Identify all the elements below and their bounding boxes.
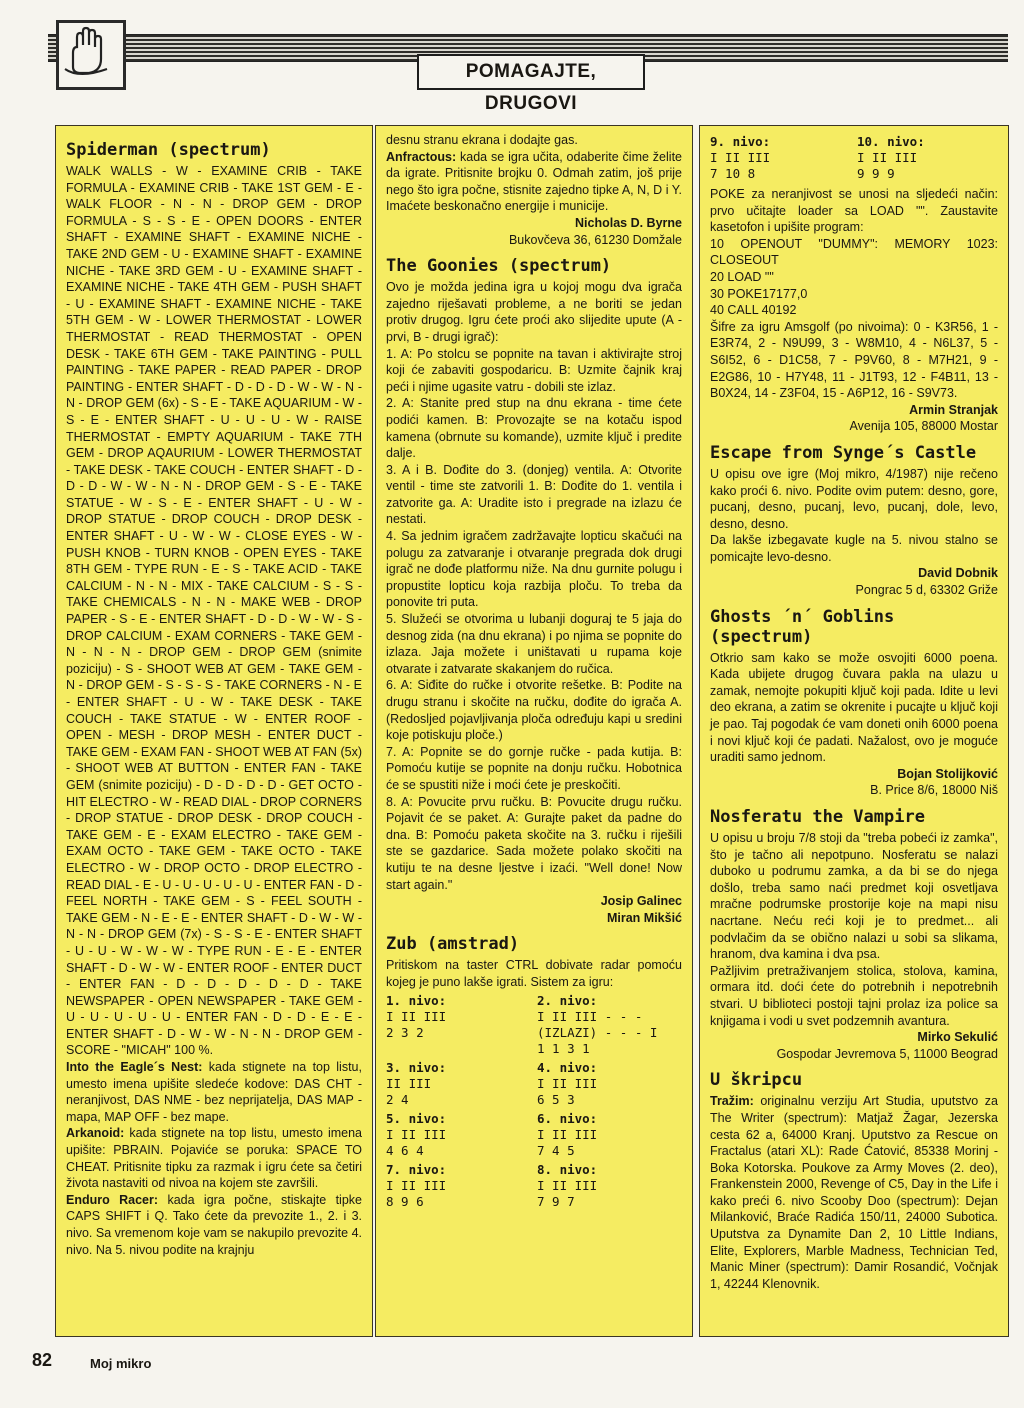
author-signature: Miran Mikšić bbox=[606, 910, 682, 925]
zub-intro: Pritiskom na taster CTRL dobivate radar pomoću kojeg je puno lakše igrati. Sistem za igru: bbox=[386, 958, 682, 989]
eagle-tip-text: kada stignete na top listu, umesto imena upišite sledeće kodove: DAS CHT - neranjivost, DAS NME - bez neprijatelja, DAS MAP - mapa, MAP OFF - bez mape. bbox=[66, 1060, 362, 1124]
article-title-synge: Escape from Synge´s Castle bbox=[710, 442, 977, 463]
ghosts-text: Otkrio sam kako se može osvojiti 6000 poena. Kada ubijete drugog čuvara pakla na ulazu u zamak, nemojte pokupiti ključ koji pada. Idite u levi deo ekrana, a zatim se okrenite i pucajte u ključ koji je pao. Taj pogodak će vam doneti onih 6000 poena i novi ključ koji će padati. Nažalost, ovo je moguće uraditi samo jednom. bbox=[710, 650, 998, 765]
nosferatu-text: U opisu u broju 7/8 stoji da "treba pobeći iz zamka", što je tačno ali nepotpuno. Nosferatu se nalazi duboko u podrumu zamka, a da bi se do njega došlo, treba samo naći predmet koji osvetljava mračne podrumske prostorije koje na mapi nisu nacrtane. Neću reći koji je to predmet... ali podvlačim da se obično nalazi u sobi sa slikama, hranom, dva kamina i dva psa. bbox=[710, 831, 998, 962]
author-address: Bukovčeva 36, 61230 Domžale bbox=[508, 232, 682, 247]
eagle-tip bbox=[66, 1059, 362, 1125]
author-signature: Armin Stranjak bbox=[909, 402, 998, 417]
author-signature: Bojan Stolijković bbox=[897, 766, 998, 781]
author-address: Pongrac 5 d, 63302 Griže bbox=[855, 583, 998, 598]
magazine-name: Moj mikro bbox=[90, 1356, 152, 1371]
nosferatu-text-2: Pažljivim pretraživanjem stolica, stolova, kamina, ormara itd. doći ćete do potrebnih i nepotrebnih stvari. U biblioteci postoji tajni prolaz iza police sa knjigama i vodi u svet podzemnih avantura. bbox=[710, 963, 998, 1028]
basic-program-listing: 10 OPENOUT "DUMMY": MEMORY 1023: CLOSEOUT 20 LOAD "" 30 POKE17177,0 40 CALL 40192 bbox=[710, 236, 998, 318]
level-block: 7. nivo: I II III 8 9 6 bbox=[386, 1161, 447, 1209]
zub-level-grid bbox=[386, 993, 682, 1210]
eagle-tip-title: Into the Eagle´s Nest: bbox=[66, 1060, 203, 1075]
amsgolf-codes: Šifre za igru Amsgolf (po nivoima): 0 - K3R56, 1 - E3R74, 2 - N9U99, 3 - W8M10, 4 - N6L37, 5 - S6I52, 6 - D1C58, 7 - P9V60, 8 - M7H21, 9 - E2G86, 10 - H7Y48, 11 - J1T93, 12 - F4B11, 13 - B0X24, 14 - Z3F04, 15 - A6P12, 16 - S9V73. bbox=[710, 319, 998, 401]
author-address: Gospodar Jevremova 5, 11000 Beograd bbox=[776, 1046, 998, 1061]
level-block: 1. nivo: I II III 2 3 2 bbox=[386, 992, 447, 1040]
synge-text-2: Da lakše izbegavate kugle na 5. nivou stalno se pomicajte levo-desno. bbox=[710, 533, 998, 564]
skripcu-body: originalnu verziju Art Studia, uputstvo za The Writer (spectrum): Matjaž Žagar, Jezerska cesta 62 a, 64000 Kranj. Uputstvo za Rescue on Fractalus (atari XL): Rade Ćatović, 85338 Morinj - Boka Kotorska. Poukove za Army Moves (2. deo), Frankenstein 2000, Revenge of C5, Day in the Life i kako preći 6. nivo Scooby Doo (spectrum): Dejan Milanković, Braće Radića 150/11, 24000 Subotica. Uputstva za Dynamite Dan 2, 10 Little Indians, Elite, Explorers, Marble Madness, Technician Ted, Manic Miner (spectrum): Damir Rosandić, Vočnjak 1, 42244 Klenovnik. bbox=[710, 1094, 998, 1291]
spiderman-walkthrough: WALK WALLS - W - EXAMINE CRIB - TAKE FORMULA - EXAMINE CRIB - TAKE 1ST GEM - E - WALK FLOOR - N - N - DROP GEM - DROP FORMULA - S - S - E - OPEN DOORS - ENTER SHAFT - EXAMINE SHAFT - EXAMINE NICHE - TAKE 2ND GEM - U - EXAMINE SHAFT - EXAMINE NICHE - TAKE 3RD GEM - U - EXAMINE SHAFT - EXAMINE NICHE - TAKE 4TH GEM - PUSH SHAFT - U - EXAMINE SHAFT - EXAMINE NICHE - TAKE 5TH GEM - W - LOWER THERMOSTAT - LOWER THERMOSTAT - READ THERMOSTAT - OPEN DESK - TAKE 6TH GEM - TAKE PAINTING - PULL PAINTING - TAKE PAPER - READ PAPER - DROP PAINTING - ENTER SHAFT - D - D - D - W - W - N - N - DROP GEM (6x) - S - E - TAKE AQUARIUM - W - S - E - ENTER SHAFT - U - U - U - W - RAISE THERMOSTAT - EMPTY AQUARIUM - TAKE 7TH GEM - DROP AQAURIUM - LOWER THERMOSTAT - TAKE DESK - TAKE COUCH - ENTER SHAFT - D - D - D - W - W - N - N - DROP GEM - S - E - TAKE STATUE - W - S - E - ENTER SHAFT - U - W - DROP STATUE - DROP COUCH - DROP DESK - ENTER SHAFT - U - W - W - CLOSE EYES - W - PUSH KNOB - TURN KNOB - OPEN EYES - TAKE 8TH GEM - TYPE RUN - E - S - TAKE ACID - TAKE CALCIUM - N - N - MIX - TAKE CALCIUM - S - S - TAKE CHEMICALS - N - N - MAKE WEB - DROP PAPER - S - E - ENTER SHAFT - D - D - W - W - S - DROP CALCIUM - EXAM CORNERS - TAKE GEM - N - N - N - DROP GEM - DROP GEM (snimite poziciju) - S - SHOOT WEB AT GEM - TAKE GEM - N - DROP GEM - S - S - S - TAKE CORNERS - N - E - ENTER SHAFT - U - W - TAKE DESK - TAKE COUCH - TAKE STATUE - W - ENTER ROOF - OPEN - MESH - DROP MESH - ENTER DUCT - TAKE GEM - EXAM FAN - SHOOT WEB AT FAN (5x) - SHOOT WEB AT BUTTON - ENTER FAN - TAKE GEM (snimite poziciju) - D - D - D - D - GET OCTO - HIT ELECTRO - W - READ DIAL - DROP CORNERS - DROP STATUE - DROP DESK - DROP COUCH - TAKE GEM - E - EXAM ELECTRO - TAKE GEM - EXAM OCTO - TAKE GEM - TAKE OCTO - TAKE ELECTRO - W - DROP OCTO - DROP ELECTRO - READ DIAL - E - U - U - U - U - U - ENTER FAN - D - FEEL NORTH - TAKE GEM - S - FEEL SOUTH - TAKE GEM - N - E - E - ENTER SHAFT - D - W - W - N - N - DROP GEM (7x) - S - S - E - ENTER SHAFT - U - U - W - W - W - TYPE RUN - E - E - ENTER SHAFT - D - W - W - ENTER ROOF - ENTER DUCT - ENTER FAN - D - D - D - D - D - TAKE NEWSPAPER - OPEN NEWSPAPER - TAKE GEM - U - U - U - U - U - ENTER FAN - D - D - E - E - ENTER SHAFT - D - W - W - N - N - DROP GEM - SCORE - "MICAH" 100 %. bbox=[66, 164, 362, 1058]
article-title-goonies: The Goonies (spectrum) bbox=[386, 256, 612, 277]
goonies-step: 5. Služeći se otvorima u lubanji doguraj te 5 jaja do desnog zida (na dnu ekrana) i po njima se popnite do izlaza. Jaja možete i uništavati u rupama koje otvarate i zatvarate skakanjem do ručica. bbox=[386, 612, 682, 676]
enduro-tip-text: kada igra počne, stiskajte tipke CAPS SHIFT i Q. Tako ćete da prevozite 1., 2. i 3. nivo. Sa vremenom koje vam se nakupilo prevozite 4. nivo. Na 5. nivou podite na krajnju bbox=[66, 1192, 362, 1257]
goonies-step: 3. A i B. Dođite do 3. (donjeg) ventila. A: Otvorite ventil - time ste zatvorili 1. B: Dođite do 1. ventila i zatvorite ga. A: Uradite isto i pregrade na izlazu će nestati. bbox=[386, 462, 682, 527]
anfractous-tip-title: Anfractous: bbox=[386, 149, 457, 164]
goonies-step: 7. A: Popnite se do gornje ručke - pada kutija. B: Pomoću kutije se popnite na donju ručku. Hobotnica će se spustiti niže i moći ćete je preskočiti. bbox=[386, 744, 682, 792]
level-block: 6. nivo: I II III 7 4 5 bbox=[537, 1110, 598, 1158]
enduro-tip-continued: desnu stranu ekrana i dodajte gas. bbox=[386, 133, 578, 147]
author-address: Avenija 105, 88000 Mostar bbox=[849, 419, 998, 434]
author-signature: David Dobnik bbox=[918, 566, 998, 581]
section-title: POMAGAJTE, DRUGOVI bbox=[417, 54, 645, 90]
synge-text: U opisu ove igre (Moj mikro, 4/1987) nije rečeno kako proći 6. nivo. Podite ovim putem: desno, gore, pucanj, desno, pucanj, levo, pucanj, dole, levo, desno, desno. bbox=[710, 466, 998, 531]
zub-poke-text: POKE za neranjivost se unosi na sljedeći način: prvo učitajte loader sa LOAD "". Zaustavite kasetofon i upišite program: bbox=[710, 187, 998, 235]
zub-level-grid-continued bbox=[710, 134, 998, 182]
goonies-step: 2. A: Stanite pred stup na dnu ekrana - time ćete podići kamen. B: Provozajte se na kotaču ispod kamena (obrnute su komande), uzmite ključ i predite dalje. bbox=[386, 396, 682, 461]
anfractous-tip bbox=[386, 149, 682, 215]
author-signature: Nicholas D. Byrne bbox=[575, 215, 682, 230]
article-title-ghosts: Ghosts ´n´ Goblins (spectrum) bbox=[710, 606, 895, 647]
column-spiderman bbox=[55, 125, 373, 1337]
article-title-spiderman: Spiderman (spectrum) bbox=[66, 140, 271, 160]
goonies-step: 1. A: Po stolcu se popnite na tavan i aktivirajte stroj koji će zabaviti gospodaricu. B: Uzmite čajnik kraj peći i njime ugasite vatru - dobili ste izlaz. bbox=[386, 346, 682, 394]
skripcu-label: Tražim: bbox=[710, 1094, 754, 1109]
arkanoid-tip-text: kada stignete na top listu, umesto imena upišite: PBRAIN. Pojaviće se poruka: SPACE TO CHEAT. Pritisnite tipku za razmak i igru ćete sa četiri života nastaviti od nivoa na kojem ste završili. bbox=[66, 1126, 362, 1191]
helping-hand-icon bbox=[59, 23, 117, 81]
arkanoid-tip bbox=[66, 1125, 362, 1191]
article-title-skripcu: U škripcu bbox=[710, 1070, 803, 1091]
level-block: 4. nivo: I II III 6 5 3 bbox=[537, 1059, 598, 1107]
column-misc bbox=[699, 125, 1009, 1337]
page-number: 82 bbox=[32, 1350, 53, 1370]
level-block: 10. nivo: I II III 9 9 9 bbox=[857, 134, 925, 181]
goonies-intro: Ovo je možda jedina igra u kojoj mogu dva igrača zajedno riješavati probleme, a ne boriti se jedan protiv drugog. Igru ćete proći ako slijedite upute (A - prvi, B - drugi igrač): bbox=[386, 280, 682, 344]
author-signature: Mirko Sekulić bbox=[917, 1030, 998, 1045]
goonies-step: 6. A: Siđite do ručke i otvorite rešetke. B: Podite na drugu stranu i skočite na ručku, dođite do igrača A. (Redosljed pojavljivanja ploča određuju kapi u sredini koje potiskuju ploče.) bbox=[386, 678, 682, 743]
column-goonies bbox=[375, 125, 693, 1337]
level-block: 8. nivo: I II III 7 9 7 bbox=[537, 1161, 598, 1209]
goonies-step: 4. Sa jednim igračem zadržavajte lopticu skačući na polugu za zatvaranje i otvaranje pregrada dok drugi igrač ne dođe platformu niže. Na dnu gurnite polugu i propustite lopticu koja razbija ploču. To treba da ponovite tri puta. bbox=[386, 529, 682, 610]
arkanoid-tip-title: Arkanoid: bbox=[66, 1126, 125, 1141]
author-address: B. Price 8/6, 18000 Niš bbox=[870, 783, 998, 798]
enduro-tip-title: Enduro Racer: bbox=[66, 1192, 159, 1207]
level-block: 2. nivo: I II III - - - (IZLAZI) - - - I 1 1 3 1 bbox=[537, 992, 658, 1056]
article-title-zub: Zub (amstrad) bbox=[386, 934, 520, 955]
anfractous-tip-text: kada se igra učita, odaberite čime želite da igrate. Pritisnite brojku 0. Odmah zatim, još prije nego što igra počne, stisnite zajedno tipke A, N, D i Y. Imaćete beskonačno energije i municije. bbox=[386, 149, 682, 214]
level-block: 5. nivo: I II III 4 6 4 bbox=[386, 1110, 447, 1158]
level-block: 9. nivo: I II III 7 10 8 bbox=[710, 134, 771, 181]
skripcu-text bbox=[710, 1093, 998, 1292]
section-logo bbox=[56, 20, 126, 90]
article-title-nosferatu: Nosferatu the Vampire bbox=[710, 807, 925, 827]
enduro-tip bbox=[66, 1192, 362, 1258]
goonies-step: 8. A: Povucite prvu ručku. B: Povucite drugu ručku. Pojavit će se paket. A: Gurajte paket da padne do dna. B: Pomoću paketa skočite na 3. ručku i riješili ste se gazdarice. Sada možete polako skočiti na kutiju te na desne ljestve i izaći. "Well done! Now start again." bbox=[386, 794, 682, 892]
author-signature: Josip Galinec bbox=[600, 894, 682, 909]
level-block: 3. nivo: II III 2 4 bbox=[386, 1059, 447, 1107]
